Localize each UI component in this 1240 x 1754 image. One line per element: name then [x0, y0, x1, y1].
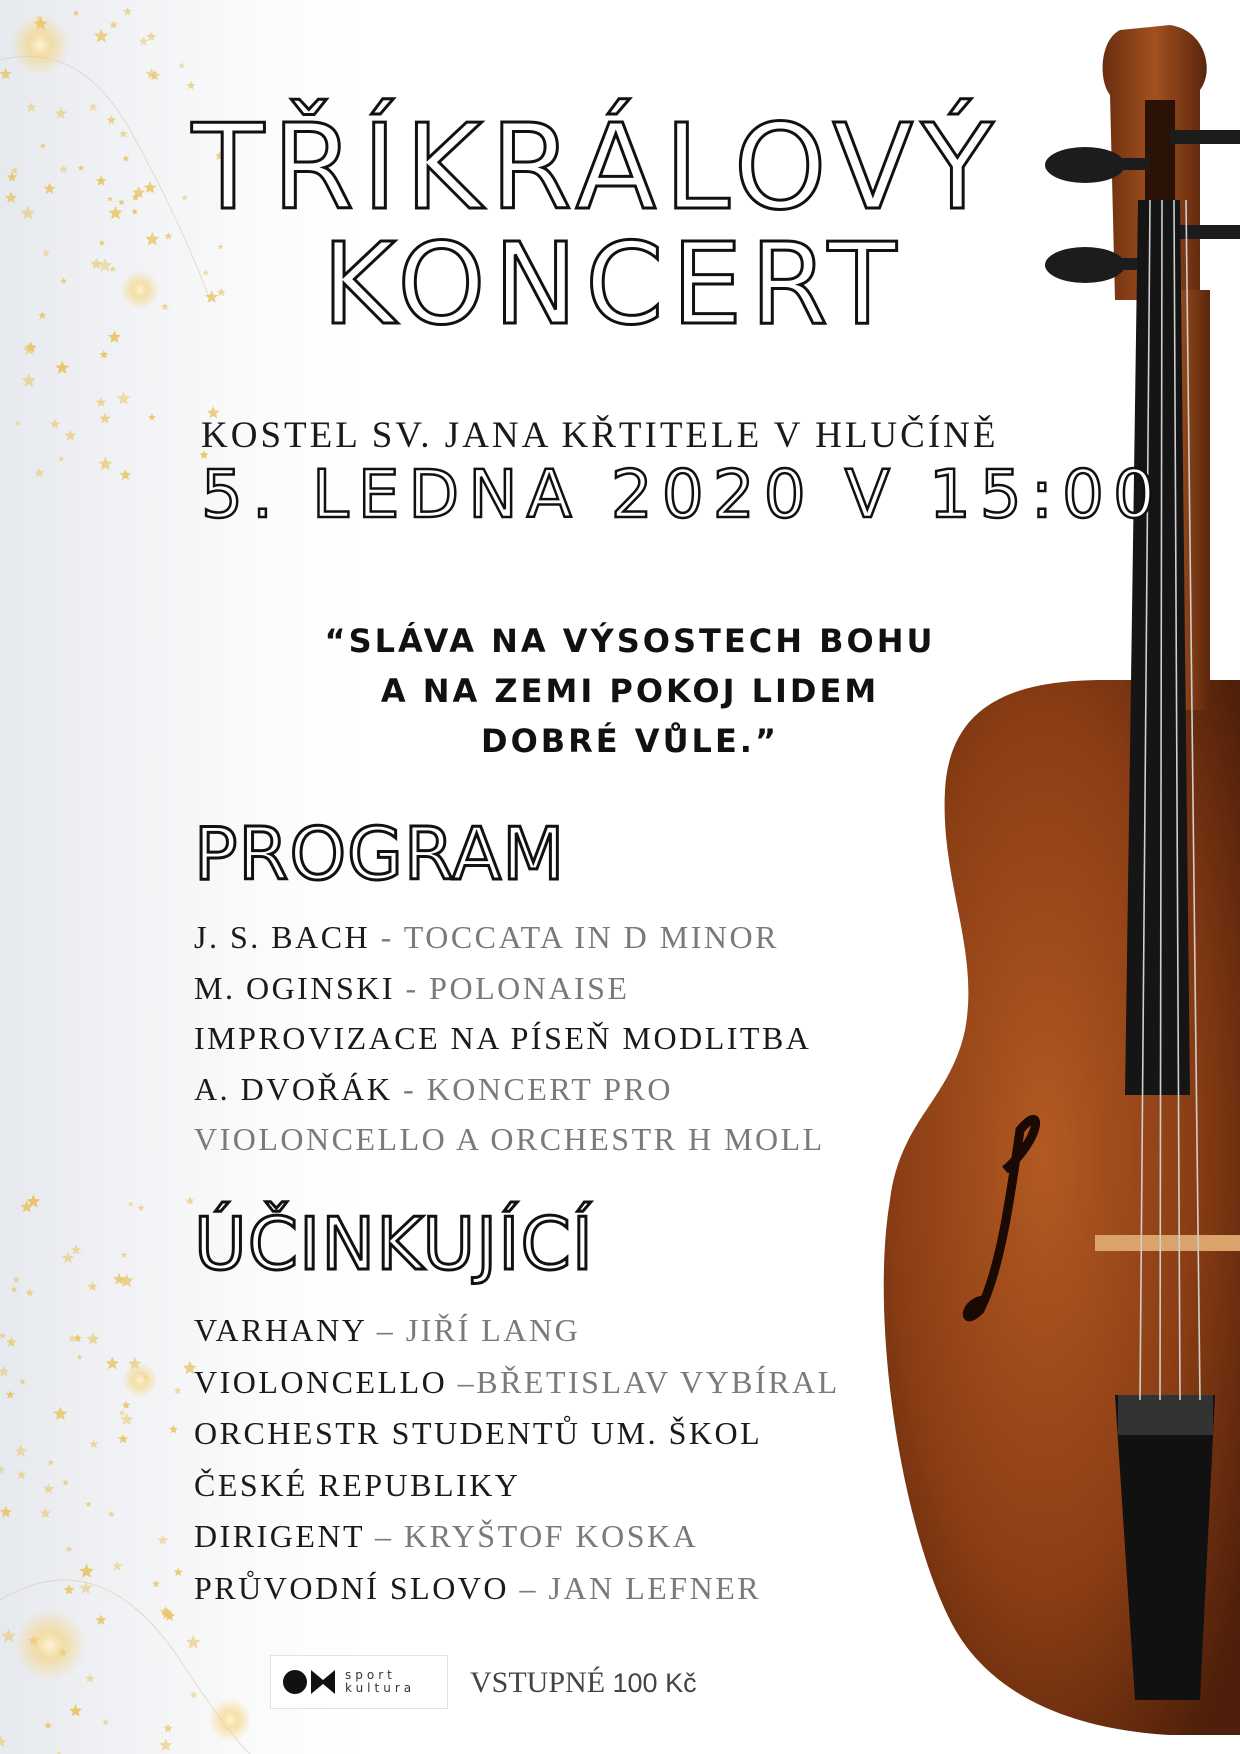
piece: KONCERT PRO: [426, 1070, 674, 1107]
star-icon: [0, 1736, 7, 1747]
performer-name: JAN LEFNER: [548, 1569, 762, 1606]
star-icon: [6, 1337, 17, 1347]
star-icon: [94, 28, 109, 42]
star-icon: [107, 196, 113, 202]
composer: IMPROVIZACE NA PÍSEŇ MODLITBA: [194, 1020, 812, 1056]
star-icon: [108, 330, 121, 343]
star-icon: [159, 1739, 172, 1751]
star-icon: [174, 1387, 182, 1395]
event-datetime: 5. LEDNA 2020 V 15:00: [201, 456, 1165, 533]
star-icon: [117, 392, 131, 405]
performer-item: [194, 1460, 840, 1512]
composer: J. S. BACH: [194, 919, 371, 955]
performer-item: [194, 1511, 840, 1563]
star-icon: [96, 175, 107, 185]
role: ČESKÉ REPUBLIKY: [194, 1466, 521, 1503]
star-icon: [40, 143, 46, 149]
program-item: [194, 912, 825, 963]
piece: VIOLONCELLO A ORCHESTR H MOLL: [194, 1121, 825, 1157]
star-icon: [148, 413, 156, 421]
star-icon: [1, 1628, 16, 1642]
star-icon: [119, 1409, 126, 1415]
star-icon: [19, 1378, 26, 1384]
star-icon: [71, 1245, 82, 1255]
star-icon: [169, 1425, 178, 1434]
star-icon: [181, 194, 188, 200]
star-icon: [106, 1357, 119, 1370]
venue: KOSTEL SV. JANA KŘTITELE V HLUČÍNĚ: [201, 415, 999, 456]
star-icon: [54, 107, 67, 119]
performer-name: JIŘÍ LANG: [405, 1312, 581, 1348]
role: DIRIGENT: [194, 1518, 365, 1554]
program-item: [194, 963, 825, 1014]
star-icon: [99, 413, 110, 424]
star-icon: [7, 172, 17, 182]
star-icon: [152, 1580, 160, 1587]
star-icon: [26, 102, 36, 112]
star-icon: [137, 1204, 144, 1211]
star-icon: [98, 258, 112, 272]
star-icon: [62, 1479, 69, 1485]
star-icon: [174, 1568, 183, 1577]
star-icon: [158, 1535, 169, 1545]
performer-item: [194, 1305, 840, 1357]
star-icon: [119, 129, 128, 138]
star-icon: [20, 205, 35, 219]
program-item: [194, 1114, 825, 1165]
star-icon: [95, 1614, 106, 1625]
star-icon: [89, 1439, 98, 1448]
star-icon: [56, 1750, 62, 1754]
separator: -: [370, 919, 404, 955]
star-icon: [98, 457, 112, 470]
star-icon: [42, 249, 51, 257]
piece: TOCCATA IN D MINOR: [403, 919, 779, 955]
role: PRŮVODNÍ SLOVO: [194, 1569, 510, 1606]
performers-heading: ÚČINKUJÍCÍ: [194, 1202, 595, 1286]
star-icon: [0, 1366, 10, 1377]
title-line-1: TŘÍKRÁLOVÝ: [192, 98, 1002, 236]
star-icon: [50, 419, 60, 429]
program-heading: PROGRAM: [194, 812, 566, 896]
entry-fee: [470, 1666, 697, 1700]
separator: –: [509, 1569, 549, 1606]
program-item: [194, 1013, 825, 1064]
separator: –: [366, 1312, 406, 1348]
star-icon: [0, 1465, 5, 1475]
performer-name: BŘETISLAV VYBÍRAL: [476, 1363, 840, 1400]
star-icon: [87, 1281, 97, 1291]
composer: A. DVOŘÁK: [194, 1070, 393, 1107]
star-icon: [145, 232, 159, 246]
star-icon: [139, 36, 149, 45]
star-icon: [73, 10, 79, 16]
program-list: [194, 912, 825, 1165]
star-icon: [5, 192, 17, 204]
star-icon: [128, 1201, 134, 1207]
cello-image: [870, 0, 1240, 1754]
star-icon: [0, 1332, 6, 1339]
star-icon: [62, 1252, 74, 1264]
star-icon: [15, 420, 22, 426]
star-icon: [123, 7, 132, 15]
title-line-2: KONCERT: [322, 220, 905, 350]
star-icon: [85, 1673, 95, 1682]
star-icon: [217, 288, 226, 297]
star-icon: [202, 269, 209, 275]
entry-price: 100 Kč: [612, 1668, 697, 1698]
star-icon: [121, 1252, 128, 1258]
star-icon: [146, 31, 156, 41]
separator: -: [395, 969, 430, 1006]
star-icon: [47, 1459, 54, 1465]
star-icon: [59, 456, 65, 461]
star-icon: [78, 165, 84, 171]
performers-list: [194, 1305, 840, 1614]
star-icon: [118, 1434, 128, 1444]
performer-item: [194, 1563, 840, 1615]
star-icon: [118, 199, 125, 206]
star-icon: [55, 361, 69, 374]
star-icon: [86, 1501, 92, 1507]
star-icon: [44, 1721, 52, 1729]
star-icon: [186, 1635, 201, 1649]
star-icon: [107, 115, 117, 124]
star-icon: [6, 1390, 15, 1399]
star-icon: [22, 373, 36, 387]
star-icon: [122, 155, 129, 162]
role: ORCHESTR STUDENTŮ UM. ŠKOL: [194, 1415, 763, 1451]
star-icon: [43, 1483, 54, 1494]
star-icon: [109, 266, 116, 273]
star-icon: [102, 1719, 109, 1725]
star-icon: [66, 1546, 73, 1552]
star-icon: [60, 277, 67, 284]
star-icon: [178, 62, 185, 69]
star-icon: [165, 232, 173, 240]
star-icon: [108, 1511, 115, 1518]
star-icon: [109, 206, 123, 219]
star-icon: [14, 1444, 27, 1456]
piece: POLONAISE: [429, 969, 630, 1006]
star-icon: [120, 469, 132, 480]
star-icon: [13, 1276, 20, 1283]
separator: -: [392, 1070, 427, 1107]
star-icon: [0, 68, 12, 80]
separator: –: [364, 1518, 404, 1554]
role: VARHANY: [194, 1312, 367, 1348]
star-icon: [99, 240, 106, 246]
star-icon: [88, 102, 97, 111]
logo-circle-icon: [283, 1670, 307, 1694]
quote-line: A NA ZEMI POKOJ LIDEM: [380, 672, 880, 710]
quote-line: DOBRÉ VŮLE.”: [481, 722, 779, 760]
entry-label: VSTUPNÉ: [470, 1666, 606, 1699]
star-icon: [11, 1286, 18, 1292]
quote: [300, 616, 960, 766]
performer-name: KRYŠTOF KOSKA: [404, 1518, 699, 1554]
logo-text-line: sport: [345, 1668, 396, 1682]
sport-kultura-logo: [270, 1655, 448, 1709]
star-icon: [218, 244, 224, 250]
program-item: [194, 1064, 825, 1115]
star-icon: [109, 21, 117, 29]
separator: –: [447, 1363, 477, 1400]
star-icon: [144, 181, 157, 193]
star-icon: [161, 303, 169, 311]
star-icon: [69, 1704, 82, 1716]
star-icon: [0, 1506, 12, 1518]
star-icon: [17, 1470, 27, 1479]
performer-item: [194, 1408, 840, 1460]
role: VIOLONCELLO: [194, 1363, 448, 1400]
star-icon: [119, 1274, 133, 1288]
star-icon: [59, 165, 68, 173]
star-icon: [163, 1723, 173, 1732]
star-icon: [190, 1691, 198, 1699]
star-icon: [187, 81, 196, 90]
star-icon: [122, 1401, 131, 1409]
star-icon: [131, 208, 138, 214]
star-icon: [96, 397, 106, 407]
star-icon: [65, 430, 76, 441]
composer: M. OGINSKI: [194, 969, 395, 1006]
star-icon: [38, 312, 46, 320]
star-icon: [26, 1288, 34, 1296]
star-icon: [86, 1332, 99, 1345]
star-icon: [43, 183, 55, 195]
performer-item: [194, 1357, 840, 1409]
star-icon: [99, 350, 108, 358]
logo-bowtie-icon: [311, 1670, 335, 1694]
star-icon: [53, 1407, 67, 1421]
star-icon: [68, 1335, 76, 1343]
quote-line: “SLÁVA NA VÝSOSTECH BOHU: [324, 622, 936, 660]
star-icon: [40, 1507, 52, 1518]
star-icon: [77, 1354, 83, 1360]
star-icon: [34, 468, 44, 477]
logo-text: [345, 1669, 415, 1695]
logo-text-line: kultura: [345, 1681, 416, 1695]
star-icon: [64, 1584, 75, 1595]
star-icon: [112, 1561, 122, 1571]
star-icon: [79, 1564, 94, 1578]
